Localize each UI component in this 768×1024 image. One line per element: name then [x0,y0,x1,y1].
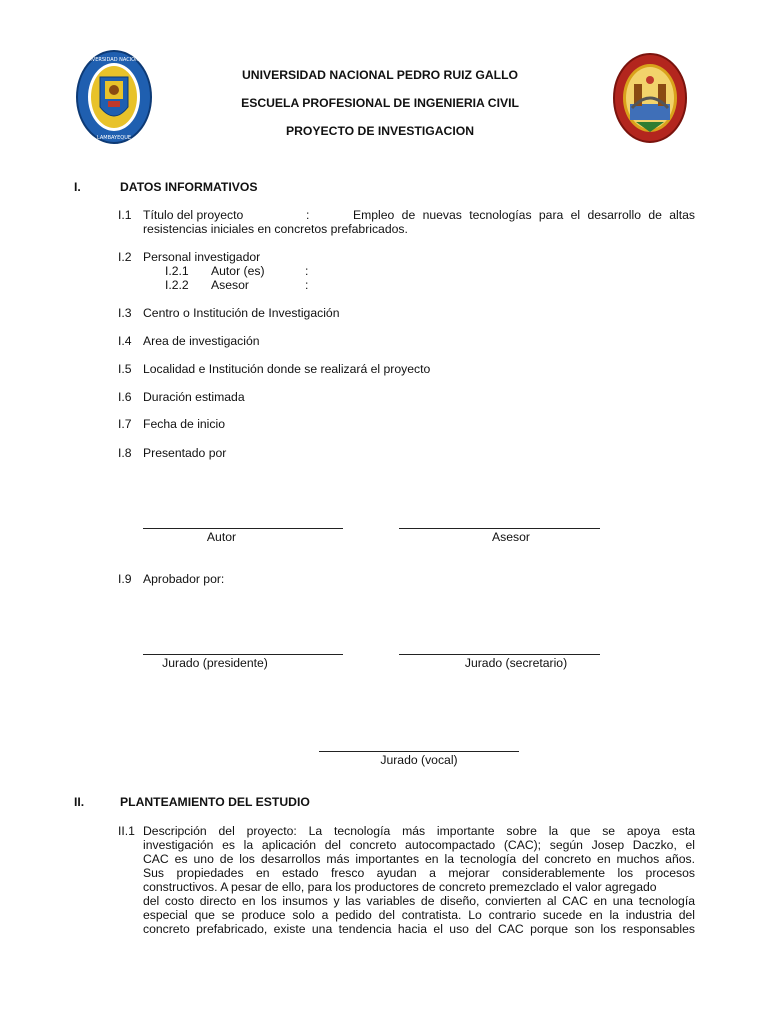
description-line: constructivos. A pesar de ello, para los productores de concreto premezclado el valor agregado [143,880,657,894]
item-label: Presentado por [143,446,227,460]
description-line: CAC es uno de los desarrollos más importantes en la tecnología del concreto en muchos años. [143,852,695,866]
signature-caption: Jurado (vocal) [380,753,458,767]
description-line: concreto prefabricado, existe una tendencia hacia el uso del CAC porque son los responsables [143,922,695,936]
item-label: Centro o Institución de Investigación [143,306,340,320]
subitem-number: I.2.2 [165,278,189,292]
signature-line-presidente [143,654,343,655]
item-number: I.4 [118,334,132,348]
item-number: I.6 [118,390,132,404]
subitem-colon: : [305,278,309,292]
project-title-line: Empleo de nuevas tecnologías para el desarrollo de altas [353,208,695,222]
item-label: Título del proyecto [143,208,244,222]
item-number: I.5 [118,362,132,376]
description-line: especial que se produce solo a pedido del contratista. Lo contrario sucede en la industria del [143,908,695,922]
description-line: Descripción del proyecto: La tecnología más importante sobre la que se apoya esta [143,824,695,838]
item-number: I.1 [118,208,132,222]
document-title: PROYECTO DE INVESTIGACION [285,124,475,138]
section-numeral: I. [74,180,81,194]
subitem-number: I.2.1 [165,264,189,278]
signature-caption: Jurado (presidente) [162,656,268,670]
signature-caption: Asesor [492,530,530,544]
item-number: I.2 [118,250,132,264]
engineering-faculty-seal-logo [612,52,688,144]
item-label: Aprobador por: [143,572,225,586]
subitem-label: Asesor [211,278,249,292]
subitem-label: Autor (es) [211,264,265,278]
signature-caption: Autor [206,530,237,544]
university-seal-logo [75,49,153,145]
item-label: Area de investigación [143,334,260,348]
item-label: Fecha de inicio [143,417,225,431]
description-line: del costo directo en los insumos y las variables de diseño, convierten al CAC en una tecnología [143,894,695,908]
item-label: Personal investigador [143,250,261,264]
project-title-line: resistencias iniciales en concretos prefabricados. [143,222,408,236]
item-label: Duración estimada [143,390,245,404]
section-title: PLANTEAMIENTO DEL ESTUDIO [120,795,310,809]
university-name: UNIVERSIDAD NACIONAL PEDRO RUIZ GALLO [241,68,519,82]
description-line: Sus propiedades en estado fresco ayudan a mejorar considerablemente los procesos [143,866,695,880]
item-number: I.8 [118,446,132,460]
svg-text:UNIVERSIDAD NACIONAL: UNIVERSIDAD NACIONAL [82,57,146,63]
signature-line-asesor [399,528,600,529]
item-number: I.7 [118,417,132,431]
signature-line-vocal [319,751,519,752]
item-number: I.3 [118,306,132,320]
item-number: I.9 [118,572,132,586]
svg-text:LAMBAYEQUE: LAMBAYEQUE [96,135,132,141]
subitem-colon: : [305,264,309,278]
item-number: II.1 [118,824,135,838]
item-colon: : [306,208,310,222]
signature-caption: Jurado (secretario) [464,656,568,670]
item-label: Localidad e Institución donde se realizará el proyecto [143,362,431,376]
signature-line-secretario [399,654,600,655]
school-name: ESCUELA PROFESIONAL DE INGENIERIA CIVIL [241,96,519,110]
signature-line-autor [143,528,343,529]
section-title: DATOS INFORMATIVOS [120,180,258,194]
section-numeral: II. [74,795,85,809]
description-line: investigación es la aplicación del concreto autocompactado (CAC); según Josep Daczko, el [143,838,695,852]
